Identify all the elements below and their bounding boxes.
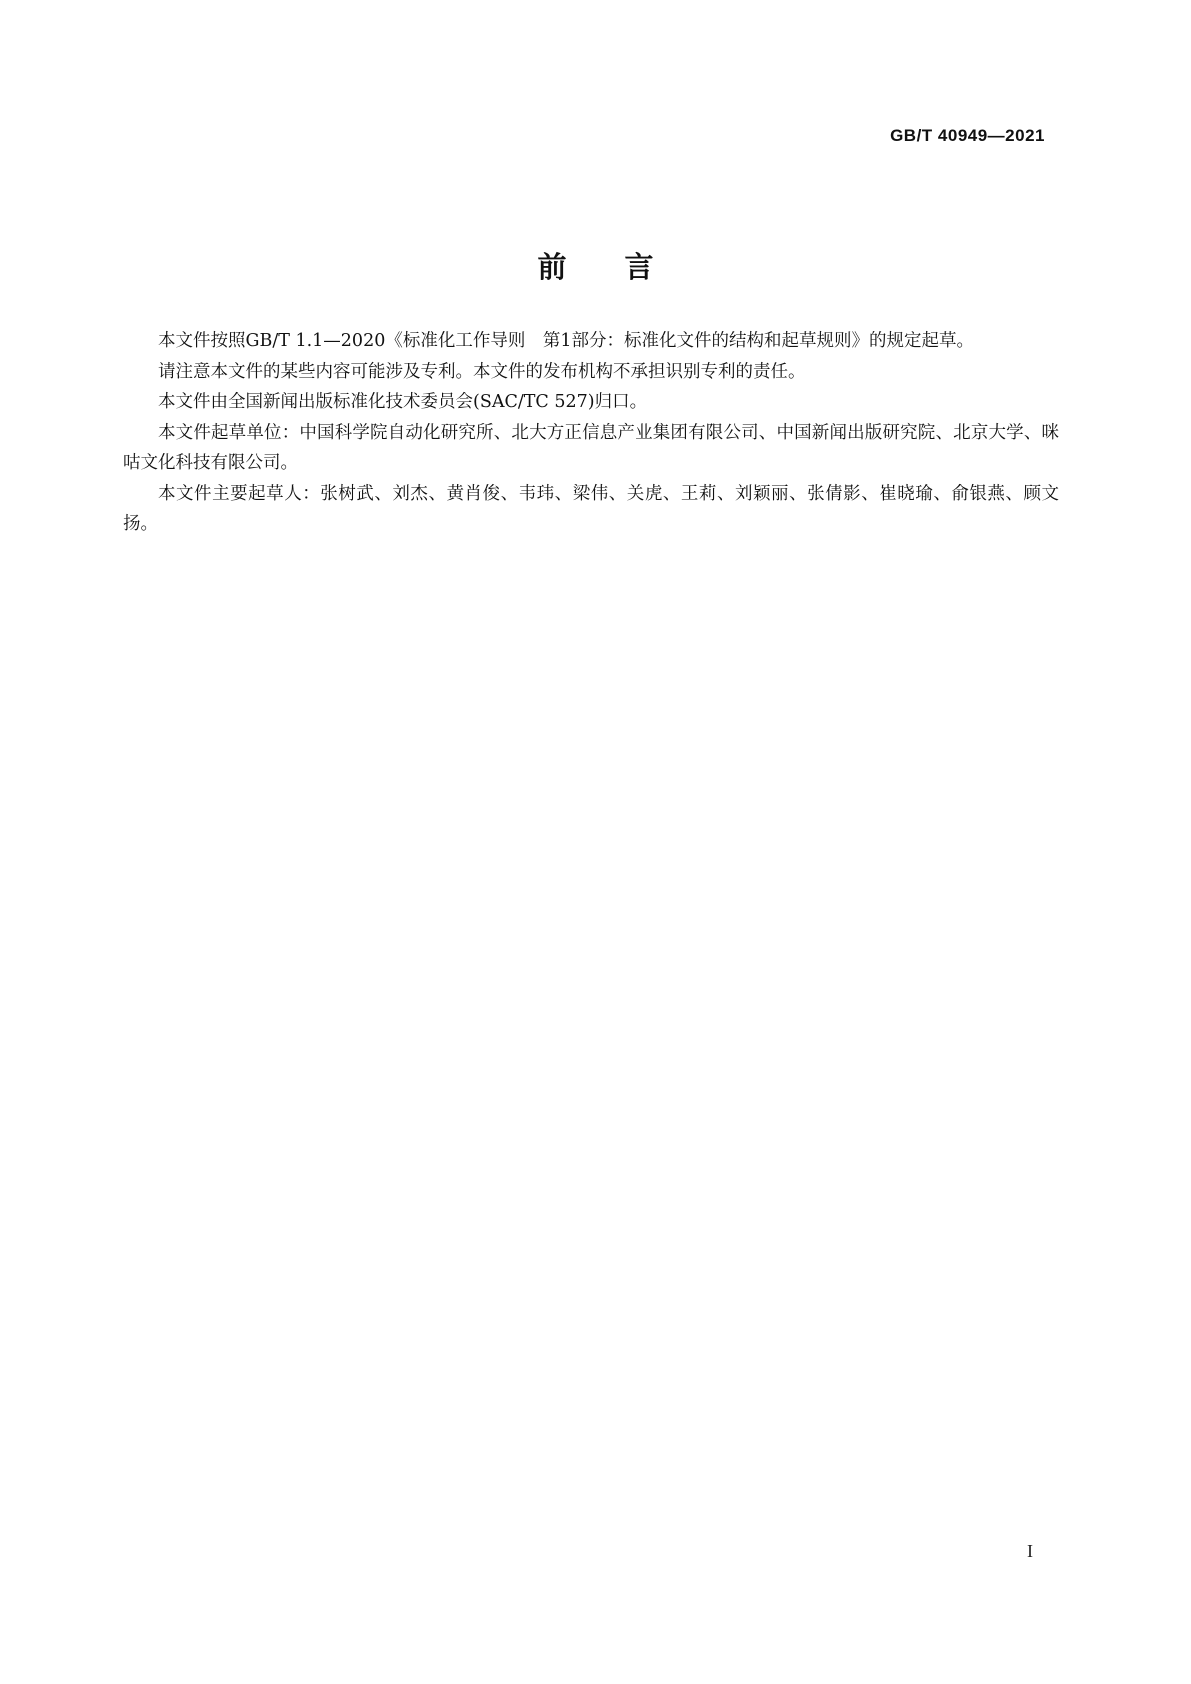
paragraph-committee: 本文件由全国新闻出版标准化技术委员会(SAC/TC 527)归口。 <box>158 392 648 412</box>
document-body <box>123 326 1059 540</box>
page-number: I <box>1027 1541 1033 1561</box>
paragraph-drafters: 本文件主要起草人：张树武、刘杰、黄肖俊、韦玮、梁伟、关虎、王莉、刘颖丽、张倩影、崔晓瑜、俞银燕、顾文扬。 <box>123 483 1059 534</box>
paragraph-patent-notice: 请注意本文件的某些内容可能涉及专利。本文件的发布机构不承担识别专利的责任。 <box>158 361 806 382</box>
page-title: 前言 <box>537 250 712 285</box>
standard-number: GB/T 40949—2021 <box>890 126 1045 145</box>
paragraph-drafting-units: 本文件起草单位：中国科学院自动化研究所、北大方正信息产业集团有限公司、中国新闻出版研究院、北京大学、咪咕文化科技有限公司。 <box>123 422 1059 473</box>
paragraph-drafting-rules: 本文件按照GB/T 1.1—2020《标准化工作导则 第1部分：标准化文件的结构和起草规则》的规定起草。 <box>158 331 974 351</box>
